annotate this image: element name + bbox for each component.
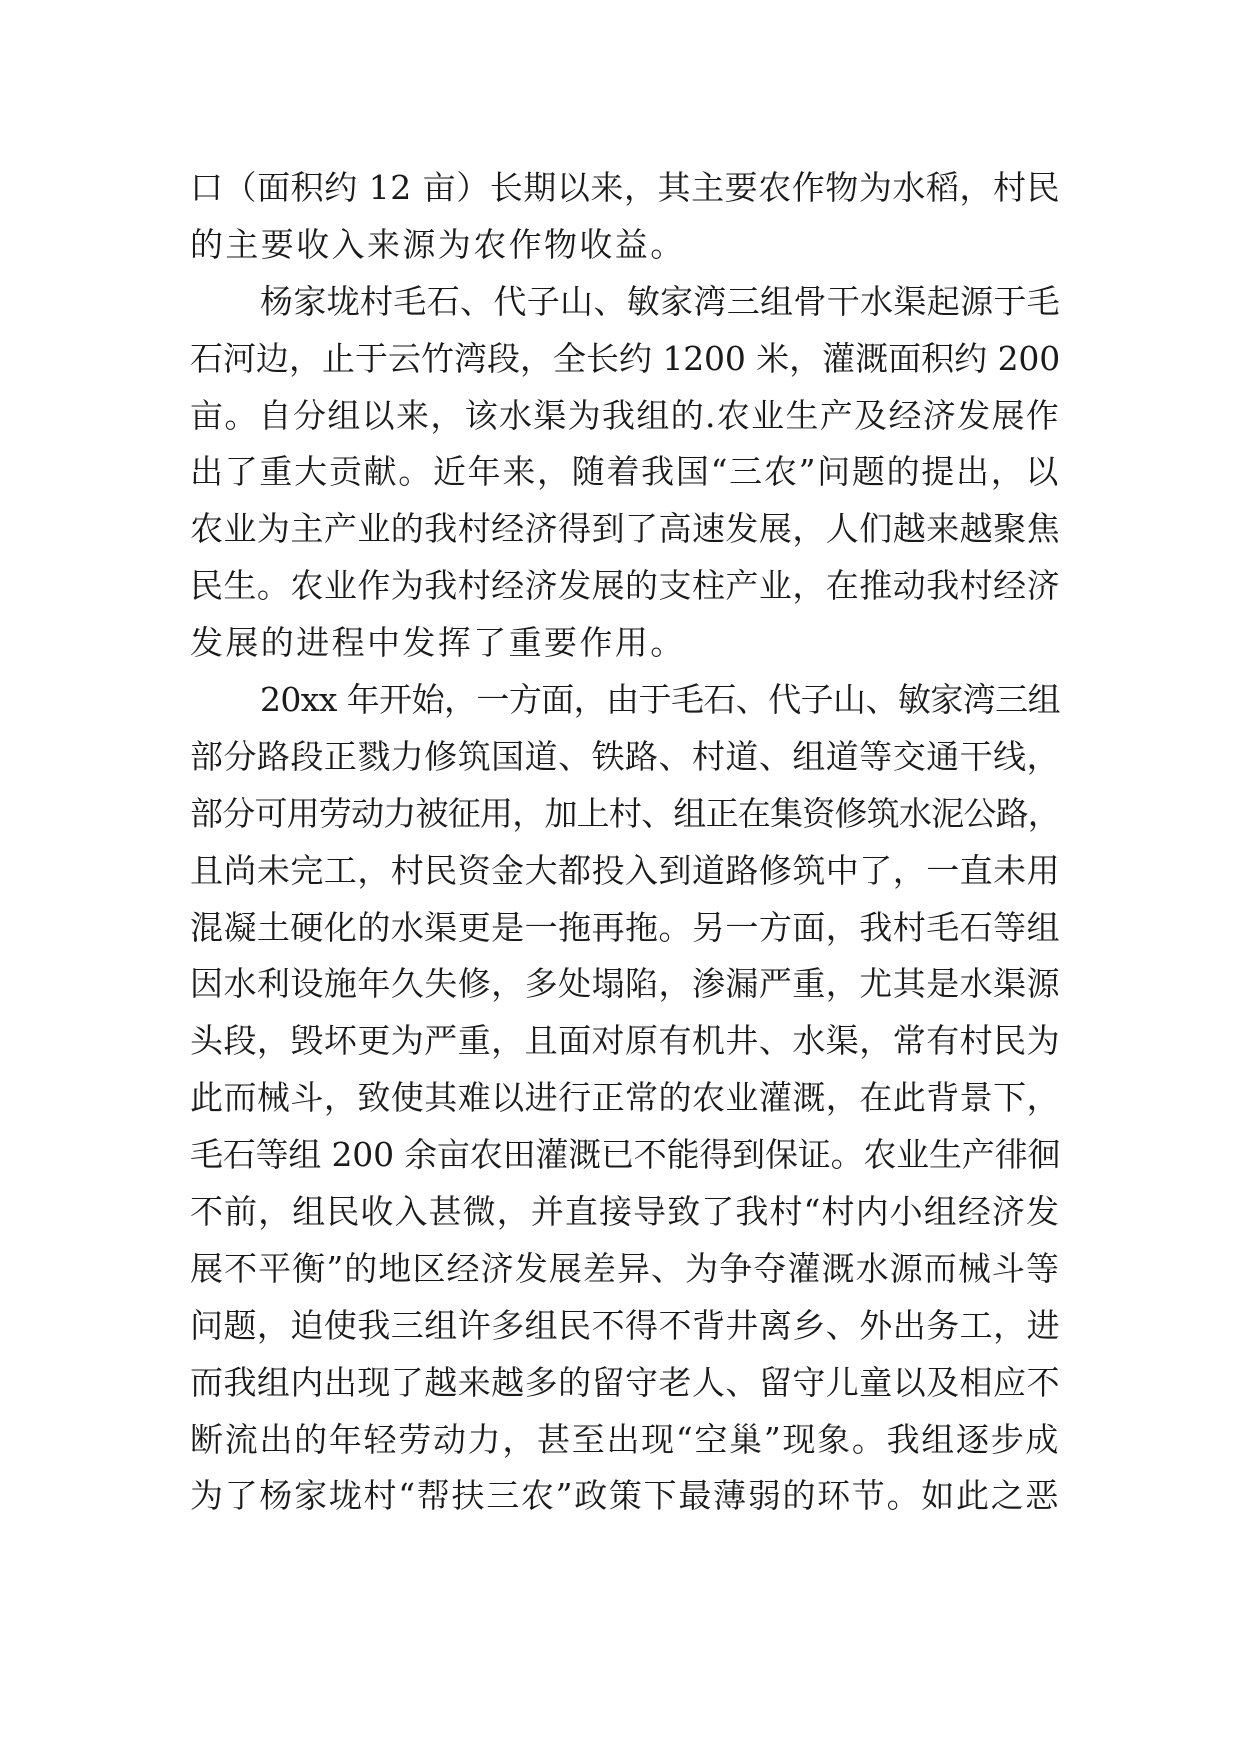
paragraph-line: 头段，毁坏更为严重，且面对原有机井、水渠，常有村民为 (190, 1021, 1060, 1061)
paragraph-line: 部分可用劳动力被征用，加上村、组正在集资修筑水泥公路， (190, 793, 1060, 833)
paragraph-line: 的主要收入来源为农作物收益。 (190, 224, 686, 264)
paragraph-line: 因水利设施年久失修，多处塌陷，渗漏严重，尤其是水渠源 (190, 964, 1060, 1004)
paragraph-line: 杨家垅村毛石、代子山、敏家湾三组骨干水渠起源于毛 (260, 281, 1060, 321)
paragraph-2 (190, 274, 1060, 672)
paragraph-line: 农业为主产业的我村经济得到了高速发展，人们越来越聚焦 (190, 509, 1060, 549)
paragraph-line: 问题，迫使我三组许多组民不得不背井离乡、外出务工，进 (190, 1305, 1060, 1345)
paragraph-line: 不前，组民收入甚微，并直接导致了我村“村内小组经济发 (190, 1192, 1060, 1232)
paragraph-line: 且尚未完工，村民资金大都投入到道路修筑中了，一直未用 (190, 850, 1060, 890)
paragraph-line: 亩。自分组以来，该水渠为我组的.农业生产及经济发展作 (190, 395, 1060, 435)
paragraph-line: 而我组内出现了越来越多的留守老人、留守儿童以及相应不 (190, 1362, 1060, 1402)
paragraph-3 (190, 672, 1060, 1525)
paragraph-line: 石河边，止于云竹湾段，全长约 1200 米，灌溉面积约 200 (190, 338, 1060, 378)
paragraph-line: 为了杨家垅村“帮扶三农”政策下最薄弱的环节。如此之恶 (190, 1476, 1060, 1516)
paragraph-line: 民生。农业作为我村经济发展的支柱产业，在推动我村经济 (190, 566, 1060, 606)
paragraph-line: 出了重大贡献。近年来，随着我国“三农”问题的提出，以 (190, 452, 1060, 492)
paragraph-line: 断流出的年轻劳动力，甚至出现“空巢”现象。我组逐步成 (190, 1419, 1060, 1459)
paragraph-line: 此而械斗，致使其难以进行正常的农业灌溉，在此背景下， (190, 1078, 1060, 1118)
paragraph-line: 混凝土硬化的水渠更是一拖再拖。另一方面，我村毛石等组 (190, 907, 1060, 947)
paragraph-line: 发展的进程中发挥了重要作用。 (190, 623, 686, 663)
paragraph-line: 20xx 年开始，一方面，由于毛石、代子山、敏家湾三组 (260, 680, 1060, 720)
paragraph-line: 部分路段正戮力修筑国道、铁路、村道、组道等交通干线， (190, 736, 1060, 776)
paragraph-line: 展不平衡”的地区经济发展差异、为争夺灌溉水源而械斗等 (190, 1248, 1060, 1288)
paragraph-line: 毛石等组 200 余亩农田灌溉已不能得到保证。农业生产徘徊 (190, 1135, 1061, 1175)
paragraph-1 (190, 160, 1060, 274)
paragraph-line: 口（面积约 12 亩）长期以来，其主要农作物为水稻，村民 (190, 168, 1060, 207)
body-text (190, 160, 1060, 1525)
